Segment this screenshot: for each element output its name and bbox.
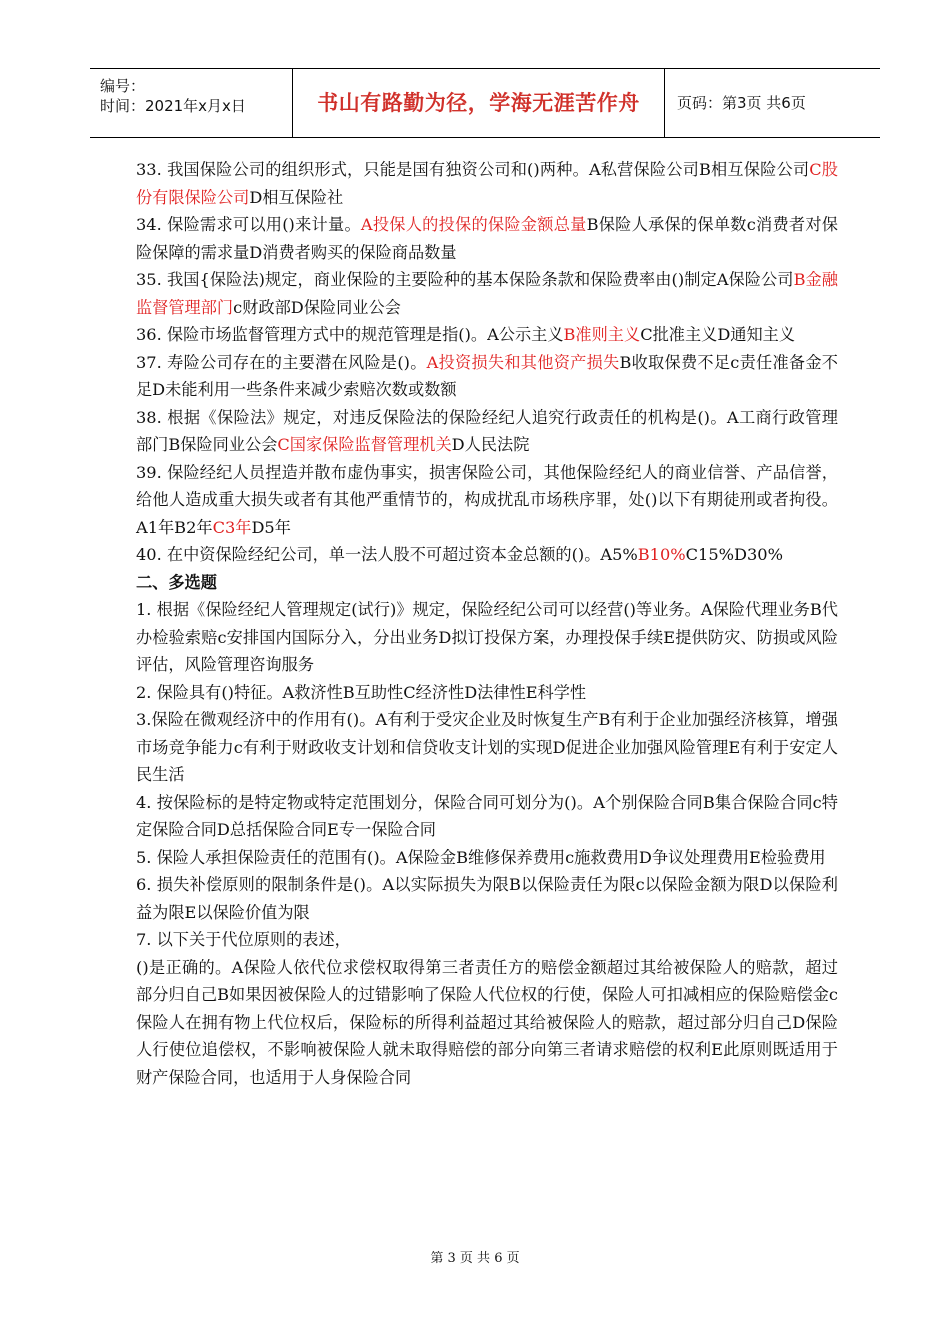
multi-question-7-intro: 7. 以下关于代位原则的表述，: [136, 930, 351, 949]
answer-highlight: B金融监督管理部门: [136, 270, 838, 317]
question-33: 33. 我国保险公司的组织形式，只能是国有独资公司和()两种。A私营保险公司B相互保险公司C股份有限保险公司D相互保险社: [136, 160, 838, 207]
document-time-label: 时间：2021年x月x日: [100, 97, 246, 115]
multi-question-5: 5. 保险人承担保险责任的范围有()。A保险金B维修保养费用c施救费用D争议处理费用E检验费用: [136, 847, 826, 867]
question-37: 37. 寿险公司存在的主要潜在风险是()。A投资损失和其他资产损失B收取保费不足c责任准备金不足D未能利用一些条件来减少索赔次数或数额: [136, 352, 838, 399]
answer-highlight: C3年: [212, 517, 252, 537]
document-body: [136, 156, 838, 1091]
question-39: 39. 保险经纪人员捏造并散布虚伪事实，损害保险公司，其他保险经纪人的商业信誉、产品信誉，给他人造成重大损失或者有其他严重情节的，构成扰乱市场秩序罪，处()以下有期徒刑或者拘役。A1年B2年C3年D5年: [136, 462, 838, 537]
multi-question-3: 3.保险在微观经济中的作用有()。A有利于受灾企业及时恢复生产B有利于企业加强经济核算，增强市场竞争能力c有利于财政收支计划和信贷收支计划的实现D促进企业加强风险管理E有利于安定人民生活: [136, 710, 838, 784]
multi-question-6: 6. 损失补偿原则的限制条件是()。A以实际损失为限B以保险责任为限c以保险金额为限D以保险利益为限E以保险价值为限: [136, 875, 838, 922]
question-34: 34. 保险需求可以用()来计量。A投保人的投保的保险金额总量B保险人承保的保单数c消费者对保险保障的需求量D消费者购买的保险商品数量: [136, 215, 838, 262]
page-footer: 第 3 页 共 6 页: [430, 1251, 520, 1266]
multi-question-2: 2. 保险具有()特征。A救济性B互助性C经济性D法律性E科学性: [136, 682, 587, 702]
header-meta: [90, 69, 293, 137]
page-header: [90, 68, 880, 138]
multi-question-1: 1. 根据《保险经纪人管理规定(试行)》规定，保险经纪公司可以经营()等业务。A保险代理业务B代办检验索赔c安排国内国际分入，分出业务D拟订投保方案，办理投保手续E提供防灾、防损或风险评估，风险管理咨询服务: [136, 600, 838, 674]
document-number-label: 编号：: [100, 77, 146, 95]
answer-highlight: B准则主义: [563, 325, 641, 344]
answer-highlight: A投保人的投保的保险金额总量: [360, 215, 587, 234]
multi-question-7-body: ()是正确的。A保险人依代位求偿权取得第三者责任方的赔偿金额超过其给被保险人的赔款，超过部分归自己B如果因被保险人的过错影响了保险人代位权的行使，保险人可扣减相应的保险赔偿金c保险人在拥有物上代位权后，保险标的所得利益超过其给被保险人的赔款，超过部分归自己D保险人行使位追偿权，不影响被保险人就未取得赔偿的部分向第三者请求赔偿的权利E此原则既适用于财产保险合同，也适用于人身保险合同: [136, 957, 838, 1087]
question-36: 36. 保险市场监督管理方式中的规范管理是指()。A公示主义B准则主义C批准主义D通知主义: [136, 325, 796, 344]
multi-question-4: 4. 按保险标的是特定物或特定范围划分，保险合同可划分为()。A个别保险合同B集合保险合同c特定保险合同D总括保险合同E专一保险合同: [136, 792, 838, 839]
header-page-number: 页码：第3页 共6页: [677, 94, 806, 112]
answer-highlight: C股份有限保险公司: [136, 160, 838, 207]
header-motto: 书山有路勤为径，学海无涯苦作舟: [293, 69, 665, 137]
answer-highlight: B10%: [637, 545, 686, 564]
question-38: 38. 根据《保险法》规定，对违反保险法的保险经纪人追究行政责任的机构是()。A工商行政管理部门B保险同业公会C国家保险监督管理机关D人民法院: [136, 407, 838, 454]
answer-highlight: C国家保险监督管理机关: [277, 435, 452, 454]
question-40: 40. 在中资保险经纪公司，单一法人股不可超过资本金总额的()。A5%B10%C15%D30%: [136, 545, 783, 564]
answer-highlight: A投资损失和其他资产损失: [426, 352, 620, 372]
question-35: 35. 我国{保险法)规定，商业保险的主要险种的基本保险条款和保险费率由()制定A保险公司B金融监督管理部门c财政部D保险同业公会: [136, 270, 838, 317]
section-heading-multiple-choice: 二、多选题: [136, 572, 217, 592]
